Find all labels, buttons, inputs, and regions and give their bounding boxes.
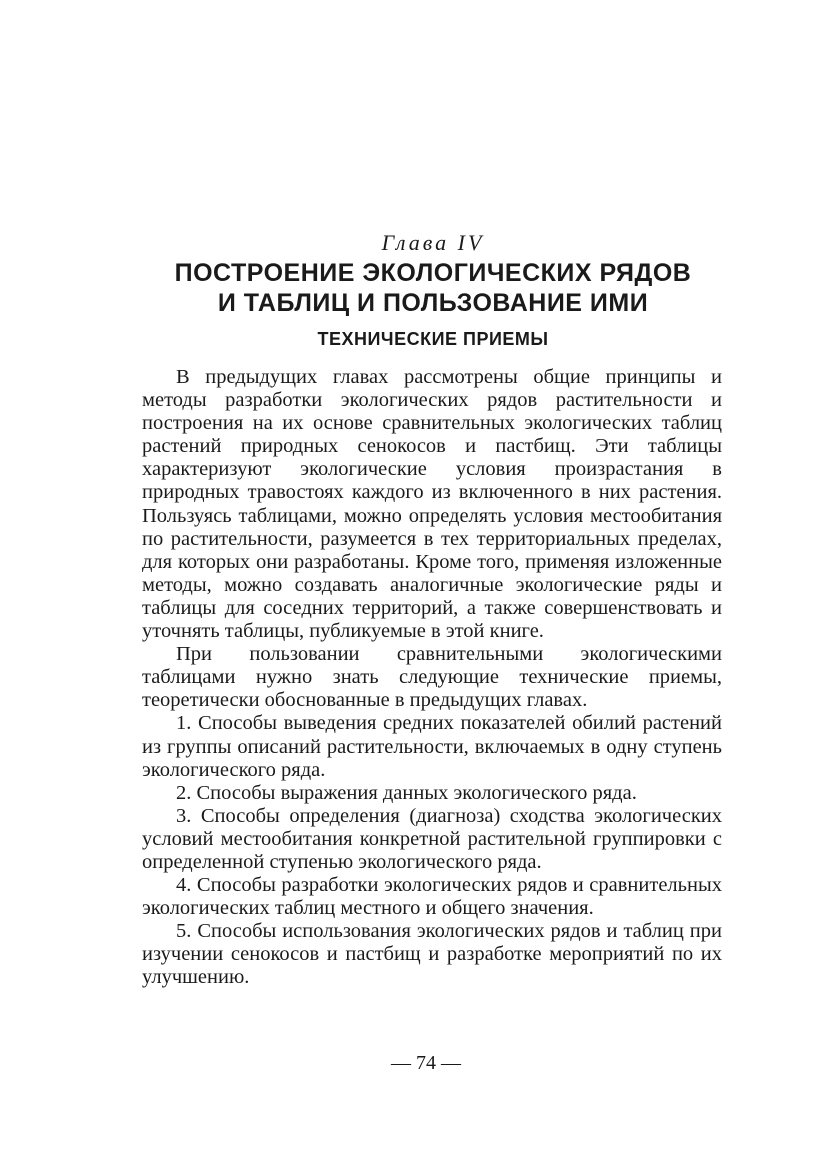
page-number: — 74 — [391, 1052, 461, 1074]
paragraph-usage: При пользовании сравнительными экологическими таблицами нужно знать следующие технические приемы, теоретически обоснованные в предыдущих главах. [142, 643, 722, 712]
chapter-title-line-2: И ТАБЛИЦ И ПОЛЬЗОВАНИЕ ИМИ [217, 289, 649, 317]
list-item-5: 5. Способы использования экологических рядов и таблиц при изучении сенокосов и пастбищ и разработке мероприятий по их улучшению. [142, 920, 722, 989]
chapter-label: Глава IV [381, 230, 485, 255]
paragraph-intro: В предыдущих главах рассмотрены общие принципы и методы разработки экологических рядов растительности и построения на их основе сравнительных экологических таблиц растений природных сенокосов и пастбищ. Эти таблицы характеризуют экологические условия произрастания в природных травостоях каждого из включенного в них растения. Пользуясь таблицами, можно определять условия местообитания по растительности, разумеется в тех территориальных пределах, для которых они разработаны. Кроме того, применяя изложенные методы, можно создавать аналогичные экологические ряды и таблицы для соседних территорий, а также совершенствовать и уточнять таблицы, публикуемые в этой книге. [142, 366, 722, 643]
section-title: ТЕХНИЧЕСКИЕ ПРИЕМЫ [317, 329, 549, 349]
list-item-2: 2. Способы выражения данных экологического ряда. [176, 781, 637, 804]
chapter-title [0, 258, 835, 318]
list-item-3: 3. Способы определения (диагноза) сходства экологических условий местообитания конкретной растительной группировки с определенной ступенью экологического ряда. [142, 804, 722, 873]
body-text [142, 366, 722, 990]
list-item-1: 1. Способы выведения средних показателей обилий растений из группы описаний растительности, включаемых в одну ступень экологического ряда. [142, 712, 722, 781]
chapter-title-line-1: ПОСТРОЕНИЕ ЭКОЛОГИЧЕСКИХ РЯДОВ [174, 259, 692, 287]
list-item-4: 4. Способы разработки экологических рядов и сравнительных экологических таблиц местного и общего значения. [142, 874, 722, 920]
